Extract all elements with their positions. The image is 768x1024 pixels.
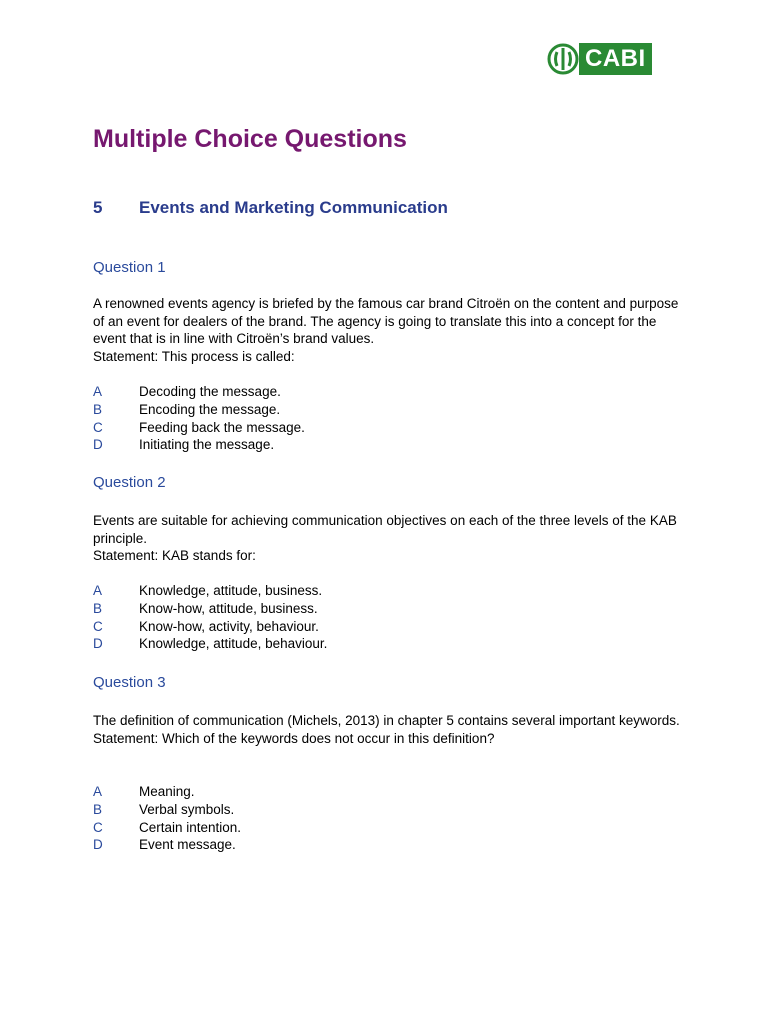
option-text: Decoding the message.: [139, 384, 281, 399]
chapter-title: Events and Marketing Communication: [139, 198, 448, 217]
option-text: Know-how, activity, behaviour.: [139, 618, 319, 634]
chapter-number: 5: [93, 198, 103, 217]
option-row: [93, 401, 305, 419]
option-letter: D: [93, 636, 103, 652]
question-2-paragraph: Events are suitable for achieving communication objectives on each of the three levels of the KAB principle.: [93, 513, 677, 546]
option-letter: A: [93, 583, 103, 598]
option-row: [93, 419, 305, 437]
question-1-options: [93, 383, 305, 454]
option-letter: C: [93, 419, 103, 435]
question-2-options: [93, 582, 327, 653]
question-3-paragraph: The definition of communication (Michels, 2013) in chapter 5 contains several important keywords.: [93, 713, 680, 728]
option-letter: B: [93, 801, 103, 817]
option-row: [93, 783, 241, 801]
option-row: [93, 819, 241, 837]
option-letter: D: [93, 837, 103, 853]
option-row: [93, 600, 327, 618]
option-text: Meaning.: [139, 784, 195, 799]
option-letter: A: [93, 784, 103, 799]
option-row: [93, 582, 327, 600]
question-3-text: [93, 712, 683, 747]
question-3-heading: Question 3: [93, 674, 166, 691]
option-row: [93, 635, 327, 653]
option-text: Event message.: [139, 837, 236, 853]
option-letter: C: [93, 618, 103, 634]
cabi-logo-text: CABI: [579, 43, 652, 75]
option-row: [93, 801, 241, 819]
question-1-paragraph: A renowned events agency is briefed by the famous car brand Citroën on the content and purpose of an event for dealers of the brand. The agency is going to translate this into a concept for the event that is in line with Citroën’s brand values.: [93, 296, 679, 347]
option-text: Initiating the message.: [139, 437, 275, 453]
option-text: Certain intention.: [139, 819, 242, 835]
option-text: Feeding back the message.: [139, 419, 305, 435]
option-letter: B: [93, 600, 103, 616]
cabi-logo: [546, 43, 652, 75]
option-row: [93, 383, 305, 401]
question-1-heading: Question 1: [93, 259, 166, 276]
option-letter: C: [93, 819, 103, 835]
question-2-heading: Question 2: [93, 474, 166, 491]
question-3-options: [93, 783, 241, 854]
option-text: Know-how, attitude, business.: [139, 600, 318, 616]
question-1-statement: Statement: This process is called:: [93, 348, 295, 364]
chapter-heading: [93, 198, 448, 218]
option-letter: B: [93, 401, 103, 417]
option-text: Verbal symbols.: [139, 801, 235, 817]
question-3-statement: Statement: Which of the keywords does not occur in this definition?: [93, 730, 495, 746]
option-text: Knowledge, attitude, behaviour.: [139, 636, 328, 652]
question-1-text: [93, 295, 683, 365]
option-text: Encoding the message.: [139, 401, 281, 417]
option-row: [93, 436, 305, 454]
option-letter: A: [93, 384, 103, 399]
question-2-statement: Statement: KAB stands for:: [93, 548, 256, 564]
option-row: [93, 836, 241, 854]
question-2-text: [93, 512, 683, 565]
option-letter: D: [93, 437, 103, 453]
option-row: [93, 618, 327, 636]
cabi-logo-icon: [546, 43, 580, 75]
page-title: Multiple Choice Questions: [93, 125, 407, 153]
option-text: Knowledge, attitude, business.: [139, 583, 323, 598]
